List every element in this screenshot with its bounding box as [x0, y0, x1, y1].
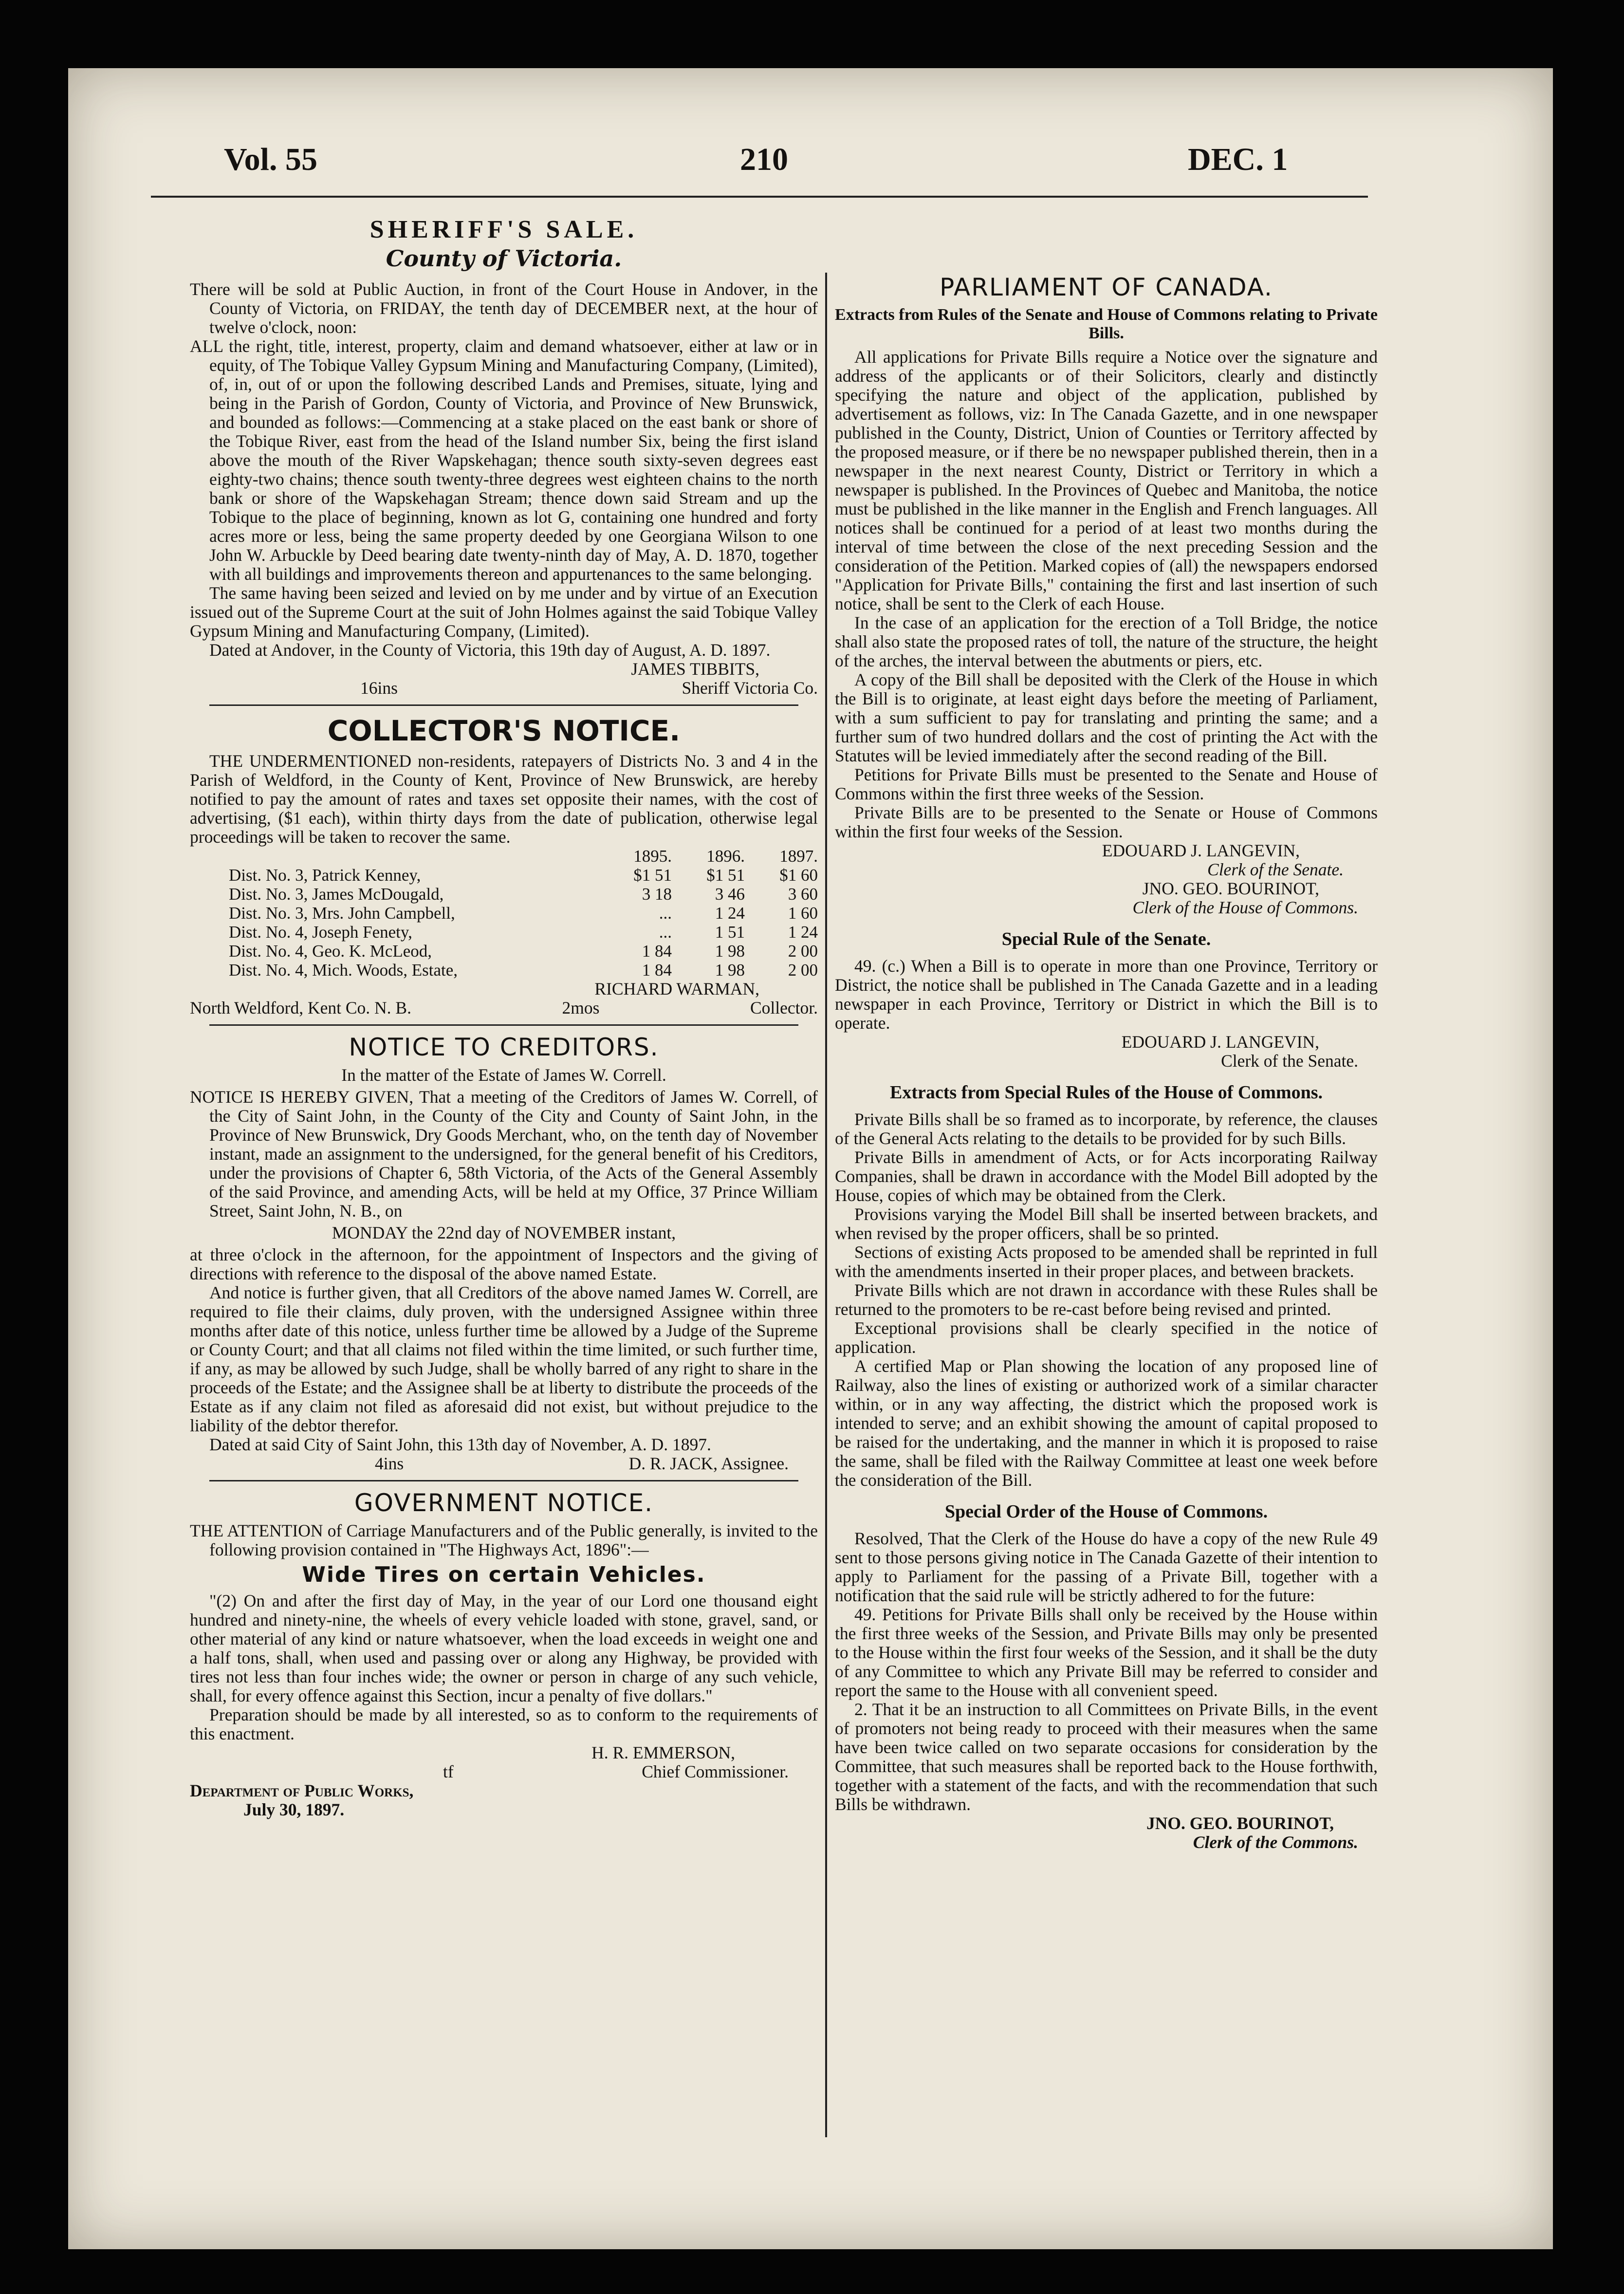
tax-value: ...	[659, 923, 672, 942]
tax-value: 3 46	[715, 885, 745, 904]
government-para-3: Preparation should be made by all interested, so as to conform to the requirements of this enactment.	[190, 1705, 818, 1743]
column-divider	[825, 273, 827, 2137]
table-row	[190, 904, 818, 923]
government-signature-name: H. R. EMMERSON,	[591, 1743, 735, 1762]
signature-2-title: Clerk of the House of Commons.	[1132, 898, 1358, 917]
parliament-para-2: In the case of an application for the erection of a Toll Bridge, the notice shall also state the proposed rates of toll, the nature of the structure, the height of the arches, the interval between the abutments or piers, etc.	[835, 613, 1378, 670]
page-header	[68, 141, 1553, 200]
government-date: July 30, 1897.	[243, 1800, 345, 1819]
sheriff-para-1: There will be sold at Public Auction, in front of the Court House in Andover, in the County of Victoria, on FRIDAY, the tenth day of DECEMBER next, at the hour of twelve o'clock, noon:	[190, 279, 818, 337]
section-rule	[209, 1024, 798, 1026]
tax-value: 1 51	[715, 923, 745, 942]
tax-value: $1 51	[706, 866, 745, 885]
issue-date: DEC. 1	[1188, 142, 1288, 177]
ratepayer-name: Dist. No. 4, Mich. Woods, Estate,	[229, 961, 458, 980]
sheriff-para-2: ALL the right, title, interest, property, claim and demand whatsoever, either at law or in equity, of The Tobique Valley Gypsum Mining and Manufacturing Company, (Limited), of, in, out of or upon the following described Lands and Premises, situate, lying and being in the Parish of Gordon, County of Victoria, and Province of New Brunswick, and bounded as follows:—Commencing at a stake placed on the east bank or shore of the Tobique River, east from the head of the Island number Six, being the first island above the mouth of the River Wapskehagan; thence south sixty-seven degrees east eighty-two chains; thence south twenty-three degrees west eighteen chains to the north bank or shore of the Wapskehagan Stream; thence down said Stream and up the Tobique to the place of beginning, known as lot G, containing one hundred and forty acres more or less, being the same property deeded by one Georgiana Wilson to one John W. Arbuckle by Deed bearing date twenty-ninth day of May, A. D. 1870, together with all buildings and improvements thereon and appurtenances to the same belonging.	[190, 336, 818, 584]
collector-title: COLLECTOR'S NOTICE.	[327, 714, 681, 747]
sheriff-para-3: The same having been seized and levied on by me under and by virtue of an Execution issued out of the Supreme Court at the suit of John Holmes against the said Tobique Valley Gypsum Mining and Manufacturing Company, (Limited).	[190, 583, 818, 641]
creditors-para-4: And notice is further given, that all Creditors of the above named James W. Correll, are required to file their claims, duly proven, with the undersigned Assignee within three months after date of this notice, unless further time be allowed by a Judge of the Supreme or County Court; and that all claims not filed within the time limited, or such further time, if any, as may be allowed by such Judge, shall be wholly barred of any right to share in the proceeds of the Estate; and the Assignee shall be at liberty to distribute the proceeds of the Estate as if any claim not filed as aforesaid did not exist, but without prejudice to the liability of the debtor therefor.	[190, 1283, 818, 1435]
ratepayer-name: Dist. No. 3, Patrick Kenney,	[229, 866, 421, 885]
sheriff-signature-title: Sheriff Victoria Co.	[682, 678, 818, 698]
parliament-para-5: Private Bills are to be presented to the Senate or House of Commons within the first four weeks of the Session.	[835, 803, 1378, 841]
tax-table	[190, 847, 818, 980]
tax-table-header	[190, 847, 818, 866]
right-column	[835, 214, 1378, 1852]
volume-label: Vol. 55	[224, 142, 317, 177]
creditors-matter: In the matter of the Estate of James W. Correll.	[341, 1065, 666, 1085]
parliament-subtitle-3: Extracts from Special Rules of the House of Commons.	[889, 1082, 1323, 1103]
creditors-signature: D. R. JACK, Assignee.	[628, 1454, 789, 1473]
parliament-para-14: Resolved, That the Clerk of the House do have a copy of the new Rule 49 sent to those persons giving notice in The Canada Gazette of their intention to apply to Parliament for the passing of a Private Bill, together with a notification that the said rule will be strictly adhered to for the future:	[835, 1529, 1378, 1605]
ratepayer-name: Dist. No. 4, Joseph Fenety,	[229, 923, 412, 942]
tax-value: 3 18	[642, 885, 672, 904]
parliament-title: PARLIAMENT OF CANADA.	[940, 273, 1273, 301]
parliament-para-10: Sections of existing Acts proposed to be amended shall be reprinted in full with the amendments inserted in their proper places, and between brackets.	[835, 1242, 1378, 1281]
table-row	[190, 961, 818, 980]
collector-para-1: THE UNDERMENTIONED non-residents, ratepayers of Districts No. 3 and 4 in the Parish of Weldford, in the County of Kent, Province of New Brunswick, are hereby notified to pay the amount of rates and taxes set opposite their names, with the cost of advertising, ($1 each), within thirty days from the date of publication, otherwise legal proceedings will be taken to recover the same.	[190, 751, 818, 847]
table-row	[190, 866, 818, 885]
government-department: Department of Public Works,	[190, 1781, 414, 1800]
government-para-2: "(2) On and after the first day of May, in the year of our Lord one thousand eight hundred and ninety-nine, the wheels of every vehicle loaded with stone, gravel, sand, or other material of any kind or nature whatsoever, when the load exceeds in weight one and a half tons, shall, when used and passing over or along any Highway, be provided with tires not less than four inches wide; the owner or person in charge of any such vehicle, shall, for every offence against this Section, incur a penalty of five dollars."	[190, 1591, 818, 1705]
tax-value: 1 84	[642, 942, 672, 961]
parliament-para-6: 49. (c.) When a Bill is to operate in more than one Province, Territory or District, the notice shall be published in The Canada Gazette and in a leading newspaper in each Province, Territory or District in which the Bill is to operate.	[835, 956, 1378, 1033]
creditors-para-1: NOTICE IS HEREBY GIVEN, That a meeting of the Creditors of James W. Correll, of the City of Saint John, in the County of the City and County of Saint John, in the Province of New Brunswick, Dry Goods Merchant, who, on the tenth day of November instant, made an assignment to the undersigned, for the general benefit of his Creditors, under the provisions of Chapter 6, 58th Victoria, of the Acts of the General Assembly of the said Province, and amending Acts, will be held at my Office, 37 Prince William Street, Saint John, N. B., on	[190, 1087, 818, 1221]
tax-value: 1 98	[715, 942, 745, 961]
government-tf: tf	[443, 1762, 454, 1781]
creditors-meeting-date: MONDAY the 22nd day of NOVEMBER instant,	[332, 1223, 676, 1242]
parliament-subtitle-1: Extracts from Rules of the Senate and House of Commons relating to Private Bills.	[835, 306, 1378, 342]
parliament-para-15: 49. Petitions for Private Bills shall only be received by the House within the first three weeks of the Session, and Private Bills may only be presented to the House within the first four weeks of the Session, and it shall be the duty of any Committee to which any Private Bill may be referred to consider and report the same to the House with all convenient speed.	[835, 1605, 1378, 1700]
creditors-insertions: 4ins	[375, 1454, 404, 1473]
parliament-notice	[835, 273, 1378, 1852]
collectors-notice	[190, 714, 818, 1018]
tax-value: $1 60	[779, 866, 818, 885]
parliament-para-12: Exceptional provisions shall be clearly specified in the notice of application.	[835, 1318, 1378, 1357]
tax-value: 2 00	[788, 942, 818, 961]
tax-value: 1 84	[642, 961, 672, 980]
government-signature-title: Chief Commissioner.	[642, 1762, 789, 1781]
ratepayer-name: Dist. No. 3, James McDougald,	[229, 885, 444, 904]
government-signature-line	[190, 1762, 818, 1781]
collector-signature-name: RICHARD WARMAN,	[594, 979, 759, 999]
government-title: GOVERNMENT NOTICE.	[354, 1489, 654, 1517]
signature-4-name: JNO. GEO. BOURINOT,	[1146, 1813, 1334, 1833]
parliament-para-8: Private Bills in amendment of Acts, or for Acts incorporating Railway Companies, shall be drawn in accordance with the Model Bill adopted by the House, copies of which may be obtained from the Clerk.	[835, 1147, 1378, 1205]
tax-value: 1 98	[715, 961, 745, 980]
parliament-para-13: A certified Map or Plan showing the location of any proposed line of Railway, also the lines of existing or authorized work of a similar character within, or in any way affecting, the district which the proposed work is intended to serve; and an exhibit showing the amount of capital proposed to be raised for the undertaking, and the manner in which it is proposed to raise the same, shall be filed with the Railway Committee at least one week before the consideration of the Bill.	[835, 1356, 1378, 1490]
parliament-para-11: Private Bills which are not drawn in accordance with these Rules shall be returned to the promoters to be re-cast before being revised and printed.	[835, 1280, 1378, 1319]
tax-value: 1 24	[788, 923, 818, 942]
year-1896: 1896.	[706, 847, 745, 866]
government-subtitle: Wide Tires on certain Vehicles.	[302, 1562, 706, 1587]
collector-insertions: 2mos	[562, 998, 600, 1018]
ratepayer-name: Dist. No. 4, Geo. K. McLeod,	[229, 942, 432, 961]
parliament-subtitle-4: Special Order of the House of Commons.	[944, 1501, 1268, 1522]
sheriff-title: SHERIFF'S SALE.	[369, 216, 638, 243]
parliament-para-3: A copy of the Bill shall be deposited with the Clerk of the House in which the Bill is to originate, at least eight days before the meeting of Parliament, with a sum sufficient to pay for translating and printing the same; and a further sum of two hundred dollars and the cost of printing the Act with the Statutes will be levied immediately after the second reading of the Bill.	[835, 670, 1378, 765]
page-number: 210	[740, 142, 788, 177]
collector-place: North Weldford, Kent Co. N. B.	[190, 998, 411, 1018]
tax-value: 2 00	[788, 961, 818, 980]
tax-value: $1 51	[633, 866, 672, 885]
year-1897: 1897.	[779, 847, 818, 866]
signature-1-name: EDOUARD J. LANGEVIN,	[1102, 841, 1300, 860]
notice-to-creditors	[190, 1033, 818, 1473]
left-column	[190, 214, 818, 1819]
parliament-para-4: Petitions for Private Bills must be presented to the Senate and House of Commons within the first three weeks of the Session.	[835, 765, 1378, 803]
section-rule	[209, 704, 798, 706]
parliament-para-7: Private Bills shall be so framed as to incorporate, by reference, the clauses of the General Acts relating to the details to be provided for by such Bills.	[835, 1110, 1378, 1148]
signature-3-title: Clerk of the Senate.	[1221, 1051, 1358, 1071]
creditors-para-5: Dated at said City of Saint John, this 13th day of November, A. D. 1897.	[209, 1435, 711, 1454]
parliament-para-9: Provisions varying the Model Bill shall be inserted between brackets, and when revised by the proper officers, shall be so printed.	[835, 1204, 1378, 1243]
signature-3-name: EDOUARD J. LANGEVIN,	[1121, 1032, 1319, 1052]
ratepayer-name: Dist. No. 3, Mrs. John Campbell,	[229, 904, 455, 923]
sheriff-subtitle: County of Victoria.	[386, 245, 622, 272]
sheriff-signature-line	[190, 679, 818, 698]
table-row	[190, 923, 818, 942]
table-row	[190, 942, 818, 961]
sheriff-para-4: Dated at Andover, in the County of Victoria, this 19th day of August, A. D. 1897.	[209, 640, 771, 660]
signature-2-name: JNO. GEO. BOURINOT,	[1142, 879, 1319, 898]
sheriffs-sale-notice	[190, 214, 818, 698]
collector-signature-line	[190, 999, 818, 1018]
creditors-title: NOTICE TO CREDITORS.	[349, 1033, 659, 1061]
creditors-signature-line	[190, 1454, 818, 1473]
parliament-subtitle-2: Special Rule of the Senate.	[1001, 929, 1211, 949]
collector-signature-title: Collector.	[750, 998, 818, 1018]
newspaper-page	[68, 68, 1553, 2249]
year-1895: 1895.	[633, 847, 672, 866]
signature-4-title: Clerk of the Commons.	[1193, 1832, 1358, 1852]
table-row	[190, 885, 818, 904]
government-para-1: THE ATTENTION of Carriage Manufacturers and of the Public generally, is invited to the following provision contained in "The Highways Act, 1896":—	[190, 1521, 818, 1559]
sheriff-signature-name: JAMES TIBBITS,	[631, 659, 759, 679]
government-notice	[190, 1488, 818, 1819]
parliament-para-16: 2. That it be an instruction to all Committees on Private Bills, in the event of promoters not being ready to proceed with their measures when the same have been twice called on two separate occasions for consideration by the Committee, that such measures shall be reported back to the House forthwith, together with a statement of the facts, and with the recommendation that such Bills be withdrawn.	[835, 1700, 1378, 1814]
creditors-para-3: at three o'clock in the afternoon, for the appointment of Inspectors and the giving of directions with reference to the disposal of the above named Estate.	[190, 1245, 818, 1283]
section-rule	[209, 1480, 798, 1481]
tax-value: 1 24	[715, 904, 745, 923]
tax-value: 3 60	[788, 885, 818, 904]
tax-value: 1 60	[788, 904, 818, 923]
sheriff-insertions: 16ins	[360, 678, 398, 698]
signature-1-title: Clerk of the Senate.	[1207, 860, 1344, 879]
parliament-para-1: All applications for Private Bills require a Notice over the signature and address of the applicants or of their Solicitors, clearly and distinctly specifying the nature and object of the application, published by advertisement as follows, viz: In The Canada Gazette, and in one newspaper published in the County, District, Union of Counties or Territory affected by the proposed measure, or if there be no newspaper published therein, then in a newspaper in the next nearest County, District or Territory in which a newspaper is published. In the Provinces of Quebec and Manitoba, the notice must be published in the like manner in the English and French languages. All notices shall be continued for a period of at least two months during the interval of time between the close of the next preceding Session and the consideration of the Petition. Marked copies of (all) the newspapers endorsed "Application for Private Bills," containing the first and last insertion of such notice, shall be sent to the Clerk of each House.	[835, 347, 1378, 613]
tax-value: ...	[659, 904, 672, 923]
header-rule	[151, 196, 1368, 198]
